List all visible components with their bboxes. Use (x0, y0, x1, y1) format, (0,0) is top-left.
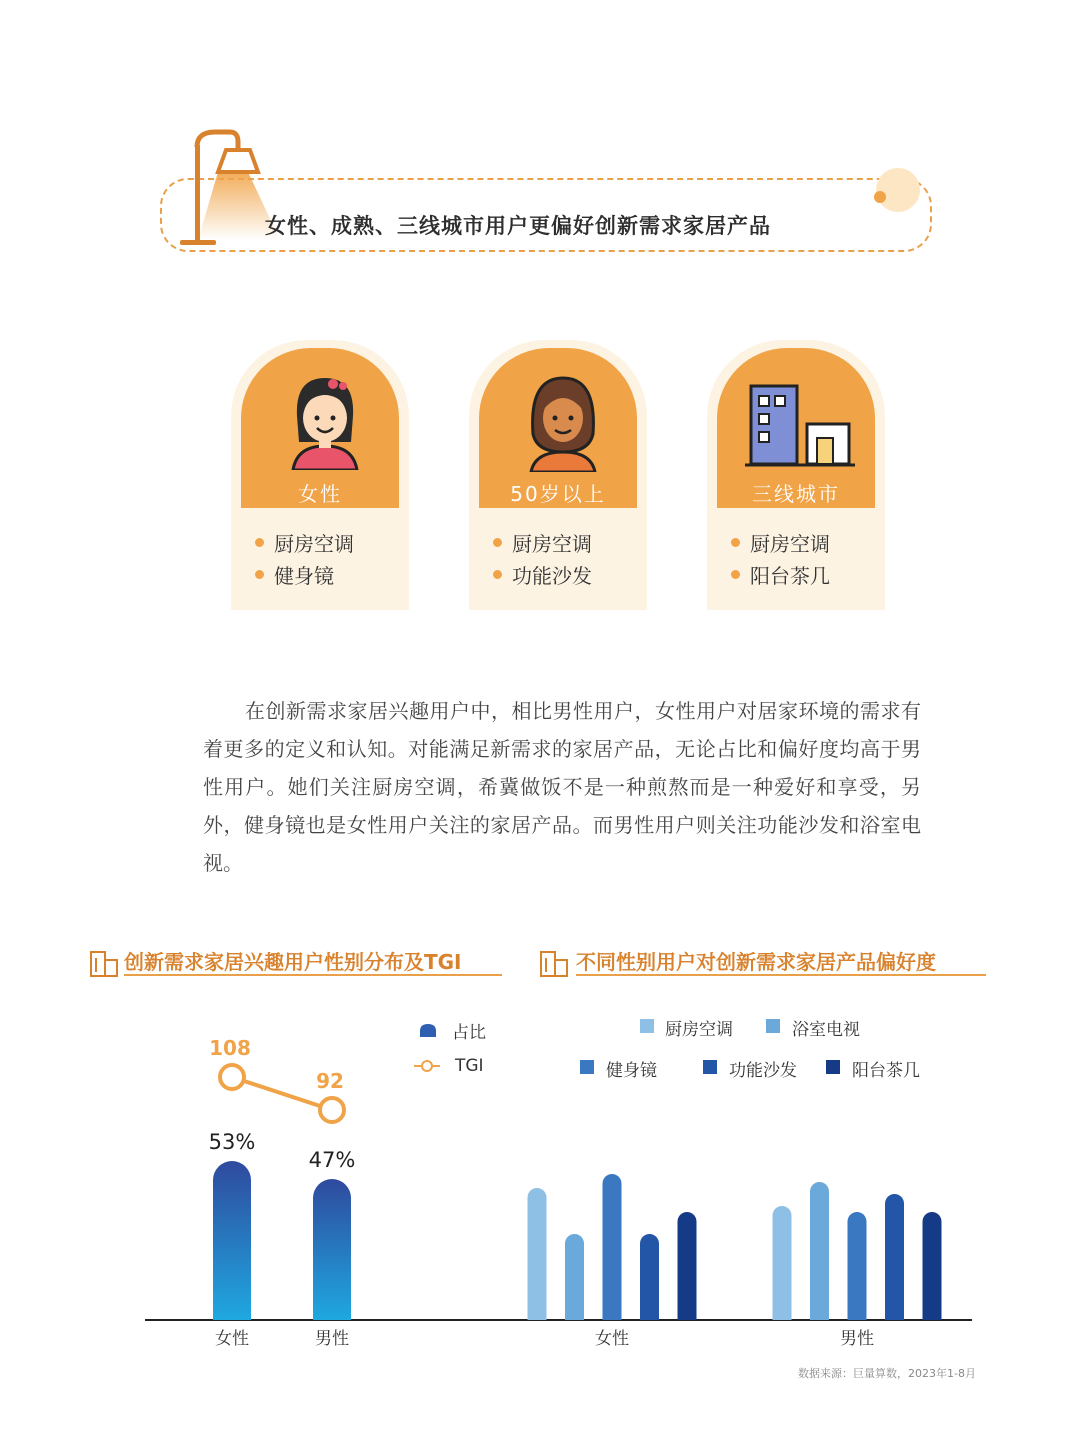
banner-sun-decor (868, 166, 924, 216)
legend-label: 功能沙发 (729, 1061, 797, 1081)
share-value-label: 47% (308, 1148, 356, 1172)
tgi-point (320, 1098, 344, 1122)
bullet-icon (255, 570, 264, 579)
preference-bar (528, 1188, 547, 1320)
preference-bar (923, 1212, 942, 1320)
preference-bar (565, 1234, 584, 1320)
share-value-label: 53% (208, 1130, 256, 1154)
preference-bar (773, 1206, 792, 1320)
list-item: 健身镜 (255, 558, 354, 590)
preference-bar (885, 1194, 904, 1320)
category-label: 女性 (595, 1329, 629, 1349)
bullet-icon (255, 538, 264, 547)
tgi-point (220, 1065, 244, 1089)
data-source-note: 数据来源：巨量算数，2023年1-8月 (798, 1367, 976, 1380)
city-building-icon (745, 382, 855, 472)
legend-label: 厨房空调 (665, 1020, 733, 1040)
mature-woman-icon (523, 372, 603, 472)
card-female (231, 340, 409, 610)
share-bar (313, 1179, 351, 1320)
preference-bar (810, 1182, 829, 1320)
category-label: 女性 (215, 1329, 249, 1349)
woman-icon (285, 370, 365, 470)
building-icon (538, 946, 572, 978)
list-item: 厨房空调 (493, 526, 592, 558)
card-label: 50岁以上 (510, 482, 606, 506)
charts-canvas (0, 1000, 1080, 1360)
card-third-tier-city (707, 340, 885, 610)
legend-tgi-label: TGI (455, 1056, 484, 1076)
category-label: 男性 (315, 1329, 349, 1349)
list-item: 阳台茶几 (731, 558, 830, 590)
bullet-icon (493, 538, 502, 547)
legend-label: 健身镜 (606, 1061, 657, 1081)
card-label: 三线城市 (752, 482, 840, 506)
legend-label: 浴室电视 (792, 1020, 860, 1040)
chart1-title-underline (124, 974, 502, 976)
tgi-value-label: 92 (316, 1069, 344, 1093)
chart2-title-underline (576, 974, 986, 976)
body-paragraph: 在创新需求家居兴趣用户中，相比男性用户，女性用户对居家环境的需求有着更多的定义和认知。对能满足新需求的家居产品，无论占比和偏好度均高于男性用户。她们关注厨房空调，希冀做饭不是一种煎熬而是一种爱好和享受，另外，健身镜也是女性用户关注的家居产品。而男性用户则关注功能沙发和浴室电视。 (203, 699, 921, 875)
chart2-title: 不同性别用户对创新需求家居产品偏好度 (576, 950, 936, 974)
legend-label: 阳台茶几 (852, 1061, 920, 1081)
card-label: 女性 (298, 482, 342, 506)
preference-bar (848, 1212, 867, 1320)
preference-bar (678, 1212, 697, 1320)
bullet-icon (731, 570, 740, 579)
card-age-50-plus (469, 340, 647, 610)
tgi-value-label: 108 (209, 1036, 251, 1060)
preference-bar (640, 1234, 659, 1320)
list-item: 厨房空调 (255, 526, 354, 558)
preference-bar (603, 1174, 622, 1320)
banner-title: 女性、成熟、三线城市用户更偏好创新需求家居产品 (265, 214, 771, 238)
chart1-title: 创新需求家居兴趣用户性别分布及TGI (124, 950, 462, 974)
category-label: 男性 (840, 1329, 874, 1349)
legend-share-label: 占比 (452, 1023, 486, 1043)
bullet-icon (493, 570, 502, 579)
list-item: 功能沙发 (493, 558, 592, 590)
bullet-icon (731, 538, 740, 547)
share-bar (213, 1161, 251, 1320)
building-icon (88, 946, 122, 978)
list-item: 厨房空调 (731, 526, 830, 558)
